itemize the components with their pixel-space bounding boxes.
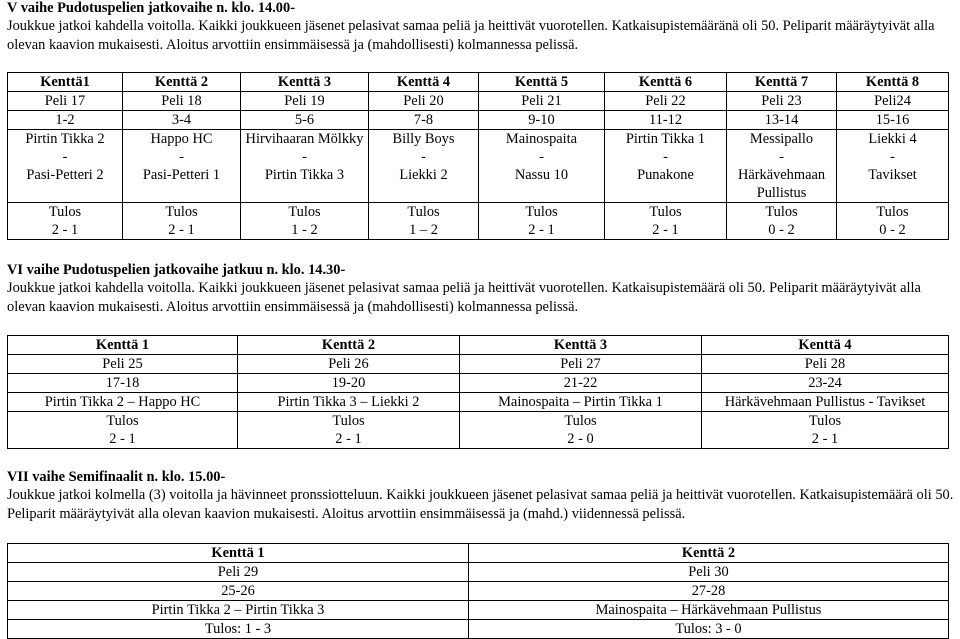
pair-cell: 21-22 bbox=[460, 374, 702, 393]
teams-cell: Pirtin Tikka 2 – Happo HC bbox=[8, 393, 238, 412]
result-cell bbox=[727, 203, 837, 240]
team-away: Pasi-Petteri 1 bbox=[142, 167, 221, 183]
result-label: Tulos bbox=[407, 204, 440, 220]
result-cell bbox=[238, 412, 460, 449]
result-label: Tulos bbox=[106, 413, 139, 429]
table-row-teams bbox=[8, 393, 949, 412]
result-label: Tulos bbox=[765, 204, 798, 220]
section6-table bbox=[7, 335, 949, 449]
pair-cell: 15-16 bbox=[837, 111, 949, 130]
pair-cell: 27-28 bbox=[469, 582, 949, 601]
column-header: Kenttä 4 bbox=[369, 73, 479, 92]
table-row-teams bbox=[8, 601, 949, 620]
team-away: Punakone bbox=[637, 167, 694, 183]
table-row-pairs bbox=[8, 582, 949, 601]
team-away: Pasi-Petteri 2 bbox=[26, 167, 104, 183]
pair-cell: 19-20 bbox=[238, 374, 460, 393]
result-score: 2 - 1 bbox=[168, 222, 195, 238]
game-cell: Peli 28 bbox=[702, 355, 949, 374]
pair-cell: 17-18 bbox=[8, 374, 238, 393]
result-label: Tulos bbox=[332, 413, 365, 429]
result-label: Tulos bbox=[165, 204, 198, 220]
game-cell: Peli 23 bbox=[727, 92, 837, 111]
column-header: Kenttä 8 bbox=[837, 73, 949, 92]
result-label: Tulos bbox=[876, 204, 909, 220]
team-away: Härkävehmaan Pullistus bbox=[737, 167, 826, 201]
pair-cell: 13-14 bbox=[727, 111, 837, 130]
teams-cell: Härkävehmaan Pullistus - Tavikset bbox=[702, 393, 949, 412]
game-cell: Peli24 bbox=[837, 92, 949, 111]
team-home: Messipallo bbox=[749, 131, 814, 147]
result-label: Tulos bbox=[649, 204, 682, 220]
section5-heading: V vaihe Pudotuspelien jatkovaihe n. klo. 14.00- bbox=[7, 0, 295, 16]
pair-cell: 25-26 bbox=[8, 582, 469, 601]
game-cell: Peli 21 bbox=[479, 92, 605, 111]
game-cell: Peli 19 bbox=[241, 92, 369, 111]
result-score: 2 - 0 bbox=[567, 431, 594, 447]
table-row-results bbox=[8, 203, 949, 240]
pair-cell: 9-10 bbox=[479, 111, 605, 130]
result-score: 1 - 2 bbox=[291, 222, 318, 238]
result-score: 0 - 2 bbox=[879, 222, 906, 238]
teams-cell bbox=[605, 130, 727, 203]
result-label: Tulos bbox=[564, 413, 597, 429]
teams-cell: Pirtin Tikka 3 – Liekki 2 bbox=[238, 393, 460, 412]
result-score: 2 - 1 bbox=[652, 222, 679, 238]
pair-cell: 23-24 bbox=[702, 374, 949, 393]
column-header: Kenttä 3 bbox=[241, 73, 369, 92]
teams-cell: Mainospaita – Härkävehmaan Pullistus bbox=[469, 601, 949, 620]
team-separator: - bbox=[179, 149, 184, 165]
column-header: Kenttä 1 bbox=[8, 544, 469, 563]
table-row-results bbox=[8, 620, 949, 639]
table-header-row bbox=[8, 544, 949, 563]
team-home: Pirtin Tikka 1 bbox=[625, 131, 706, 147]
team-separator: - bbox=[890, 149, 895, 165]
section5-table bbox=[7, 72, 949, 240]
table-row-pairs bbox=[8, 374, 949, 393]
result-cell bbox=[479, 203, 605, 240]
teams-cell bbox=[479, 130, 605, 203]
teams-cell bbox=[369, 130, 479, 203]
team-separator: - bbox=[539, 149, 544, 165]
column-header: Kenttä 1 bbox=[8, 336, 238, 355]
table-row-games bbox=[8, 563, 949, 582]
game-cell: Peli 25 bbox=[8, 355, 238, 374]
game-cell: Peli 29 bbox=[8, 563, 469, 582]
team-separator: - bbox=[663, 149, 668, 165]
table-row-games bbox=[8, 355, 949, 374]
result-cell: Tulos: 3 - 0 bbox=[469, 620, 949, 639]
result-cell bbox=[369, 203, 479, 240]
result-score: 2 - 1 bbox=[811, 431, 839, 447]
pair-cell: 7-8 bbox=[369, 111, 479, 130]
result-cell: Tulos: 1 - 3 bbox=[8, 620, 469, 639]
column-header: Kenttä 4 bbox=[702, 336, 949, 355]
result-cell bbox=[460, 412, 702, 449]
result-score: 2 - 1 bbox=[528, 222, 555, 238]
pair-cell: 1-2 bbox=[8, 111, 123, 130]
result-label: Tulos bbox=[808, 413, 842, 429]
result-cell bbox=[241, 203, 369, 240]
teams-cell bbox=[123, 130, 241, 203]
team-separator: - bbox=[421, 149, 426, 165]
result-cell bbox=[702, 412, 949, 449]
game-cell: Peli 17 bbox=[8, 92, 123, 111]
team-away: Liekki 2 bbox=[399, 167, 448, 183]
table-row-teams bbox=[8, 130, 949, 203]
game-cell: Peli 22 bbox=[605, 92, 727, 111]
team-away: Pirtin Tikka 3 bbox=[264, 167, 345, 183]
result-label: Tulos bbox=[48, 204, 82, 220]
column-header: Kenttä 2 bbox=[123, 73, 241, 92]
section5-text: Joukkue jatkoi kahdella voitolla. Kaikki joukkueen jäsenet pelasivat samaa peliä ja heittivät vuorotellen. Katkaisupistemääränä oli 50. Peliparit määräytyivät alla olevan kaavion mukaisesti. Aloitus arvottiin ensimmäisessä ja (mahdollisesti) kolmannessa pelissä. bbox=[7, 18, 935, 53]
column-header: Kenttä 2 bbox=[469, 544, 949, 563]
section6-text: Joukkue jatkoi kahdella voitolla. Kaikki joukkueen jäsenet pelasivat samaa peliä ja heittivät vuorotellen. Katkaisupistemäärä oli 50. Peliparit määräytyivät alla olevan kaavion mukaisesti. Aloitus arvottiin ensimmäisessä ja (mahdollisesti) kolmannessa pelissä. bbox=[7, 280, 921, 315]
game-cell: Peli 30 bbox=[469, 563, 949, 582]
section6-heading: VI vaihe Pudotuspelien jatkovaihe jatkuu n. klo. 14.30- bbox=[7, 262, 346, 278]
column-header: Kenttä 2 bbox=[238, 336, 460, 355]
teams-cell: Mainospaita – Pirtin Tikka 1 bbox=[460, 393, 702, 412]
result-cell bbox=[123, 203, 241, 240]
column-header: Kenttä 7 bbox=[727, 73, 837, 92]
team-home: Billy Boys bbox=[392, 131, 455, 147]
column-header: Kenttä 5 bbox=[479, 73, 605, 92]
result-label: Tulos bbox=[288, 204, 321, 220]
result-score: 1 – 2 bbox=[409, 222, 438, 238]
team-separator: - bbox=[62, 149, 68, 165]
result-score: 2 - 1 bbox=[335, 431, 362, 447]
table-header-row bbox=[8, 336, 949, 355]
result-cell bbox=[8, 412, 238, 449]
section7-heading: VII vaihe Semifinaalit n. klo. 15.00- bbox=[7, 469, 226, 485]
team-home: Hirvihaaran Mölkky bbox=[245, 131, 364, 147]
column-header: Kenttä 6 bbox=[605, 73, 727, 92]
section7-table bbox=[7, 543, 949, 639]
team-away: Tavikset bbox=[868, 167, 917, 183]
team-home: Pirtin Tikka 2 bbox=[25, 131, 105, 147]
pair-cell: 3-4 bbox=[123, 111, 241, 130]
team-home: Liekki 4 bbox=[868, 131, 917, 147]
team-separator: - bbox=[779, 149, 784, 165]
column-header: Kenttä 3 bbox=[460, 336, 702, 355]
game-cell: Peli 26 bbox=[238, 355, 460, 374]
team-away: Nassu 10 bbox=[514, 167, 569, 183]
game-cell: Peli 27 bbox=[460, 355, 702, 374]
team-home: Happo HC bbox=[150, 131, 213, 147]
pair-cell: 5-6 bbox=[241, 111, 369, 130]
result-score: 0 - 2 bbox=[768, 222, 795, 238]
game-cell: Peli 18 bbox=[123, 92, 241, 111]
pair-cell: 11-12 bbox=[605, 111, 727, 130]
table-header-row bbox=[8, 73, 949, 92]
teams-cell bbox=[837, 130, 949, 203]
section7-text: Joukkue jatkoi kolmella (3) voitolla ja hävinneet pronssiotteluun. Kaikki joukkueen jäsenet pelasivat samaa peliä ja heittivät vuorotellen. Katkaisupistemäärä oli 50. Peliparit määräytyivät alla olevan kaavion mukaisesti. Aloitus arvottiin ensimmäisessä ja (mahd.) viidennessä pelissä. bbox=[7, 487, 954, 522]
result-score: 2 - 1 bbox=[51, 222, 79, 238]
team-home: Mainospaita bbox=[505, 131, 578, 147]
team-separator: - bbox=[302, 149, 307, 165]
game-cell: Peli 20 bbox=[369, 92, 479, 111]
teams-cell bbox=[8, 130, 123, 203]
teams-cell: Pirtin Tikka 2 – Pirtin Tikka 3 bbox=[8, 601, 469, 620]
column-header: Kenttä1 bbox=[8, 73, 123, 92]
result-cell bbox=[605, 203, 727, 240]
result-label: Tulos bbox=[525, 204, 558, 220]
teams-cell bbox=[727, 130, 837, 203]
teams-cell bbox=[241, 130, 369, 203]
result-cell bbox=[837, 203, 949, 240]
table-row-results bbox=[8, 412, 949, 449]
table-row-games bbox=[8, 92, 949, 111]
result-cell bbox=[8, 203, 123, 240]
result-score: 2 - 1 bbox=[109, 431, 136, 447]
table-row-pairs bbox=[8, 111, 949, 130]
